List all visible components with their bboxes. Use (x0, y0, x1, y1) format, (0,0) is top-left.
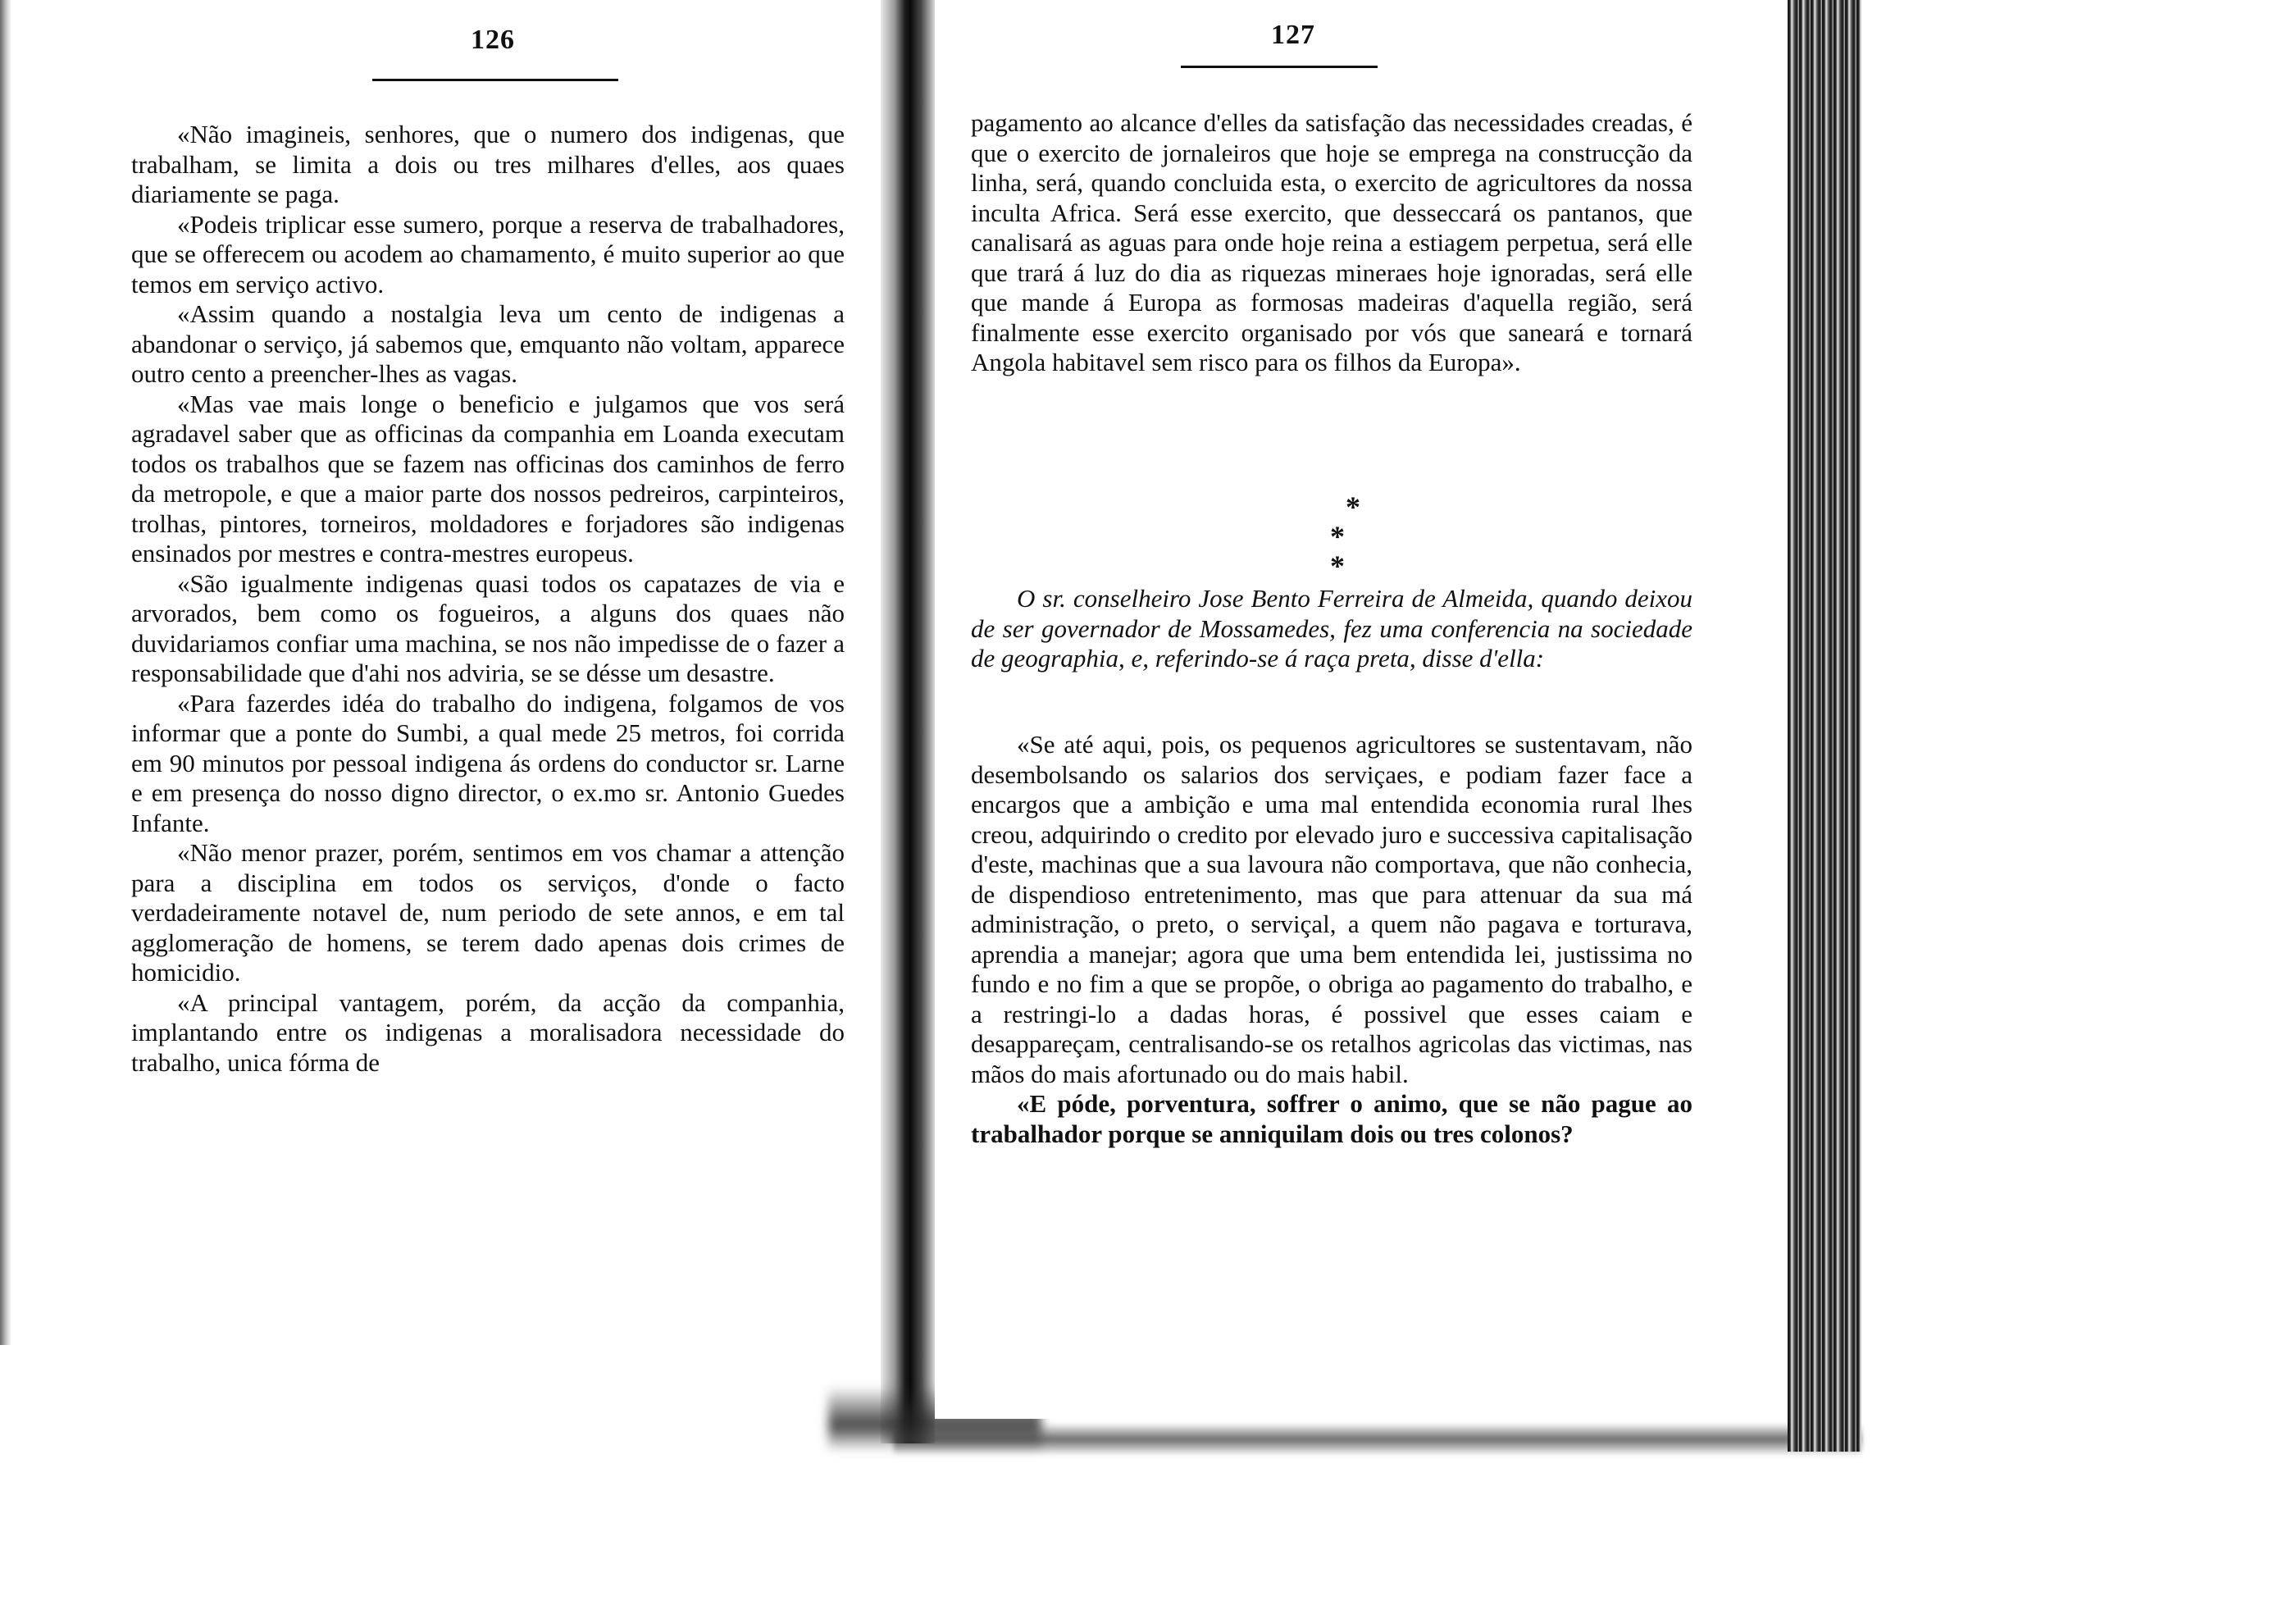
paragraph: «Assim quando a nostalgia leva um cento de indigenas a abandonar o serviço, já sabemos que, emquanto não voltam, apparece outro cento a preencher-lhes as vagas. (131, 299, 845, 388)
page-bottom-shadow (894, 1423, 1861, 1456)
section-separator-bottom: * * (1330, 520, 1376, 582)
right-page-number: 127 (1271, 20, 1315, 50)
paragraph: «São igualmente indigenas quasi todos os capatazes de via e arvorados, bem como os fogueiros, a alguns dos quaes não duvidariamos confiar uma machina, se nos não impedisse de o fazer a responsabilidade que d'ahi nos adviria, se se désse um desastre. (131, 568, 845, 687)
right-page-continuation (971, 108, 1692, 378)
right-header-rule (1181, 66, 1378, 68)
italic-introduction: O sr. conselheiro Jose Bento Ferreira de Almeida, quando deixou de ser governador de Mossamedes, fez uma conferencia na sociedade de geographia, e, referindo-se á raça preta, disse d'ella: (971, 584, 1692, 672)
paragraph: «Se até aqui, pois, os pequenos agricultores se sustentavam, não desembolsando os salarios dos serviçaes, e podiam fazer face a encargos que a ambição e uma mal entendida economia rural lhes creou, adquirindo o credito por elevado juro e successiva capitalisação d'este, machinas que a sua lavoura não comportava, que não conhecia, de dispendioso entretenimento, mas que para attenuar da sua má administração, o preto, o serviçal, a quem não pagava e torturava, aprendia a manejar; agora que uma bem entendida lei, justissima no fundo e no fim a que se propõe, o obriga ao pagamento do trabalho, e a restringi-lo a dadas horas, é possivel que esses caiam e desappareçam, centralisando-se os retalhos agricolas das victimas, nas mãos do mais afortunado ou do mais habil. (971, 730, 1692, 1088)
paragraph: «Podeis triplicar esse sumero, porque a reserva de trabalhadores, que se offerecem ou acodem ao chamamento, é muito superior ao que temos em serviço activo. (131, 209, 845, 299)
right-page (935, 0, 1788, 1419)
left-header-rule (372, 79, 618, 81)
section-separator-top: * (1346, 490, 1360, 523)
paragraph: «Não imagineis, senhores, que o numero dos indigenas, que trabalham, se limita a dois ou tres milhares d'elles, aos quaes diariamente se paga. (131, 120, 845, 208)
right-page-stack-edge (1788, 0, 1861, 1452)
left-page-number: 126 (471, 25, 515, 55)
book-gutter-shadow (881, 0, 935, 1443)
left-page-edge-shadow (0, 0, 11, 1345)
left-page-text (131, 120, 845, 1078)
paragraph: «A principal vantagem, porém, da acção da companhia, implantando entre os indigenas a moralisadora necessidade do trabalho, unica fórma de (131, 987, 845, 1077)
paragraph: «E póde, porventura, soffrer o animo, que se não pague ao trabalhador porque se anniquilam dois ou tres colonos? (971, 1089, 1692, 1148)
paragraph: «Mas vae mais longe o beneficio e julgamos que vos será agradavel saber que as officinas da companhia em Loanda executam todos os trabalhos que se fazem nas officinas dos caminhos de ferro da metropole, e que a maior parte dos nossos pedreiros, carpinteiros, trolhas, pintores, torneiros, moldadores e forjadores são indigenas ensinados por mestres e contra-mestres europeus. (131, 389, 845, 568)
paragraph: pagamento ao alcance d'elles da satisfação das necessidades creadas, é que o exercito de jornaleiros que hoje se emprega na construcção da linha, será, quando concluida esta, o exercito de agricultores da nossa inculta Africa. Será esse exercito, que desseccará os pantanos, que canalisará as aguas para onde hoje reina a estiagem perpetua, será elle que trará á luz do dia as riquezas mineraes hoje ignoradas, será elle que mande á Europa as formosas madeiras d'aquella região, será finalmente esse exercito organisado por vós que saneará e tornará Angola habitavel sem risco para os filhos da Europa». (971, 108, 1692, 376)
paragraph: «Não menor prazer, porém, sentimos em vos chamar a attenção para a disciplina em todos os serviços, d'onde o facto verdadeiramente notavel de, num periodo de sete annos, e em tal agglomeração de homens, se terem dado apenas dois crimes de homicidio. (131, 838, 845, 987)
left-page (11, 0, 881, 1378)
paragraph: «Para fazerdes idéa do trabalho do indigena, folgamos de vos informar que a ponte do Sumbi, a qual mede 25 metros, foi corrida em 90 minutos por pessoal indigena ás ordens do conductor sr. Larne e em presença do nosso digno director, o ex.mo sr. Antonio Guedes Infante. (131, 688, 845, 837)
quoted-speech (971, 730, 1692, 1149)
